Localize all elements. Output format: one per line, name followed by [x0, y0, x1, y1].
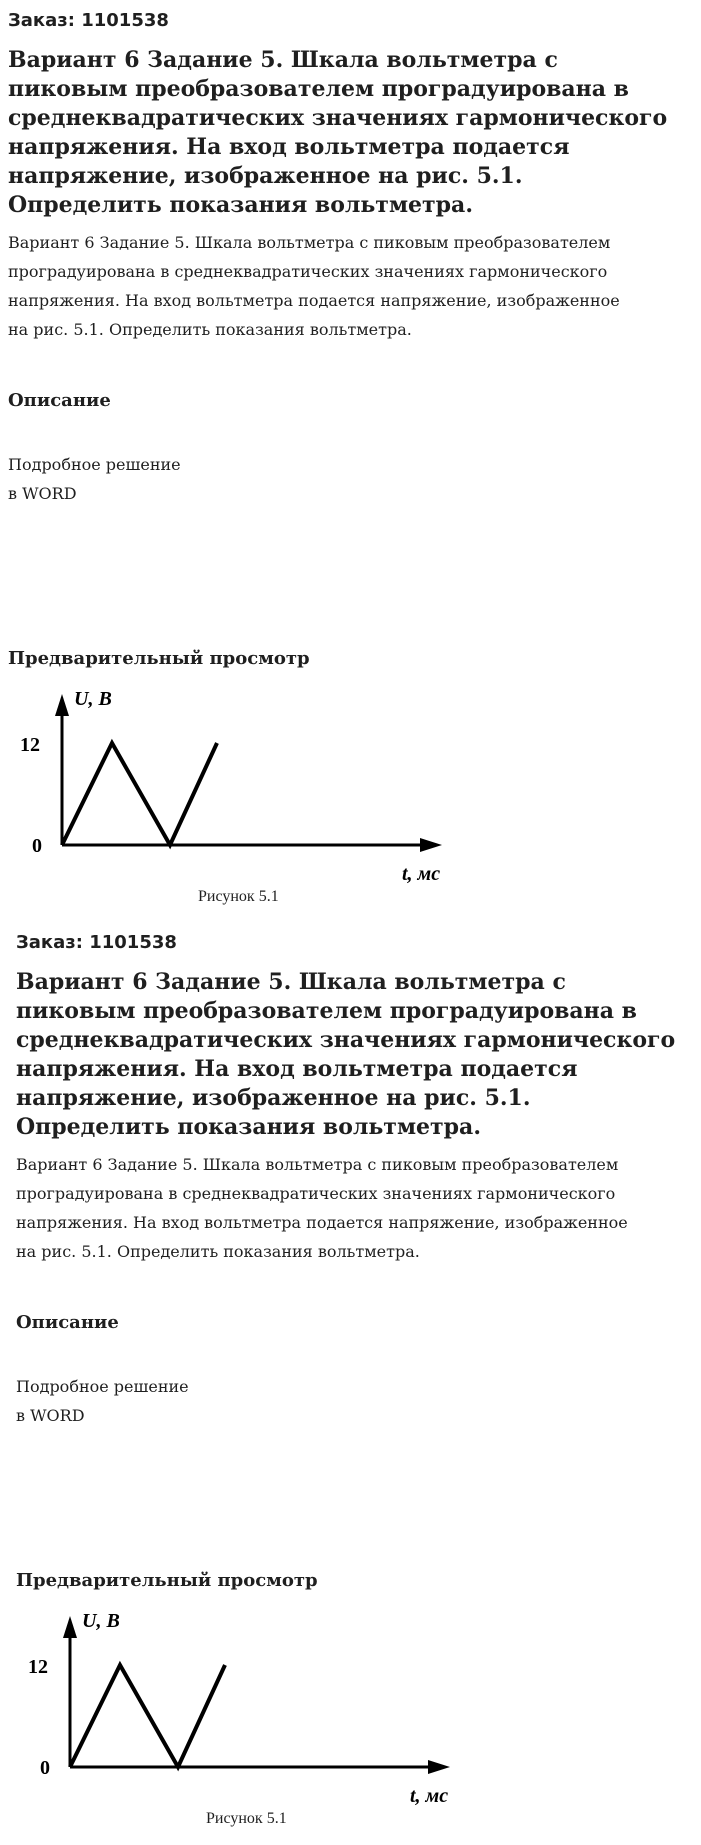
solution-line-1: Подробное решение [8, 455, 181, 474]
order-number: Заказ: 1101538 [8, 10, 169, 31]
x-axis-label: t, мс [402, 863, 441, 885]
waveform-line [62, 743, 217, 845]
description-heading: Описание [8, 390, 111, 411]
task-description: Вариант 6 Задание 5. Шкала вольтметра с пиковым преобразователем проградуирована в среднеквадратических значениях гармонического напряжения. На вход вольтметра подается напряжение, изображенное на рис. 5.1. Определить показания вольтметра. [16, 1155, 628, 1261]
task-title: Вариант 6 Задание 5. Шкала вольтметра с пиковым преобразователем проградуирована в среднеквадратических значениях гармонического напряжения. На вход вольтметра подается напряжение, изображенное на рис. 5.1. Определить показания вольтметра. [16, 969, 676, 1140]
voltage-waveform-figure [18, 1602, 458, 1832]
y-tick-0: 0 [32, 835, 42, 857]
figure-caption: Рисунок 5.1 [206, 1810, 287, 1827]
order-number: Заказ: 1101538 [16, 932, 177, 953]
x-axis-arrow [420, 838, 442, 852]
order-block-2 [8, 922, 701, 1842]
voltage-waveform-figure [10, 680, 450, 910]
y-tick-12: 12 [28, 1656, 48, 1678]
solution-line-2: в WORD [16, 1406, 85, 1425]
y-axis-label: U, В [74, 688, 112, 710]
x-axis-label: t, мс [410, 1785, 449, 1807]
task-description: Вариант 6 Задание 5. Шкала вольтметра с пиковым преобразователем проградуирована в среднеквадратических значениях гармонического напряжения. На вход вольтметра подается напряжение, изображенное на рис. 5.1. Определить показания вольтметра. [8, 233, 620, 339]
y-axis-label: U, В [82, 1610, 120, 1632]
task-title: Вариант 6 Задание 5. Шкала вольтметра с пиковым преобразователем проградуирована в среднеквадратических значениях гармонического напряжения. На вход вольтметра подается напряжение, изображенное на рис. 5.1. Определить показания вольтметра. [8, 47, 668, 218]
y-tick-12: 12 [20, 734, 40, 756]
solution-line-1: Подробное решение [16, 1377, 189, 1396]
y-axis-arrow [55, 694, 69, 716]
solution-note [8, 450, 181, 508]
waveform-line [70, 1665, 225, 1767]
description-heading: Описание [16, 1312, 119, 1333]
preview-heading: Предварительный просмотр [16, 1570, 318, 1591]
solution-note [16, 1372, 189, 1430]
y-tick-0: 0 [40, 1757, 50, 1779]
solution-line-2: в WORD [8, 484, 77, 503]
x-axis-arrow [428, 1760, 450, 1774]
y-axis-arrow [63, 1616, 77, 1638]
order-block-1 [0, 0, 701, 920]
preview-heading: Предварительный просмотр [8, 648, 310, 669]
figure-caption: Рисунок 5.1 [198, 888, 279, 905]
